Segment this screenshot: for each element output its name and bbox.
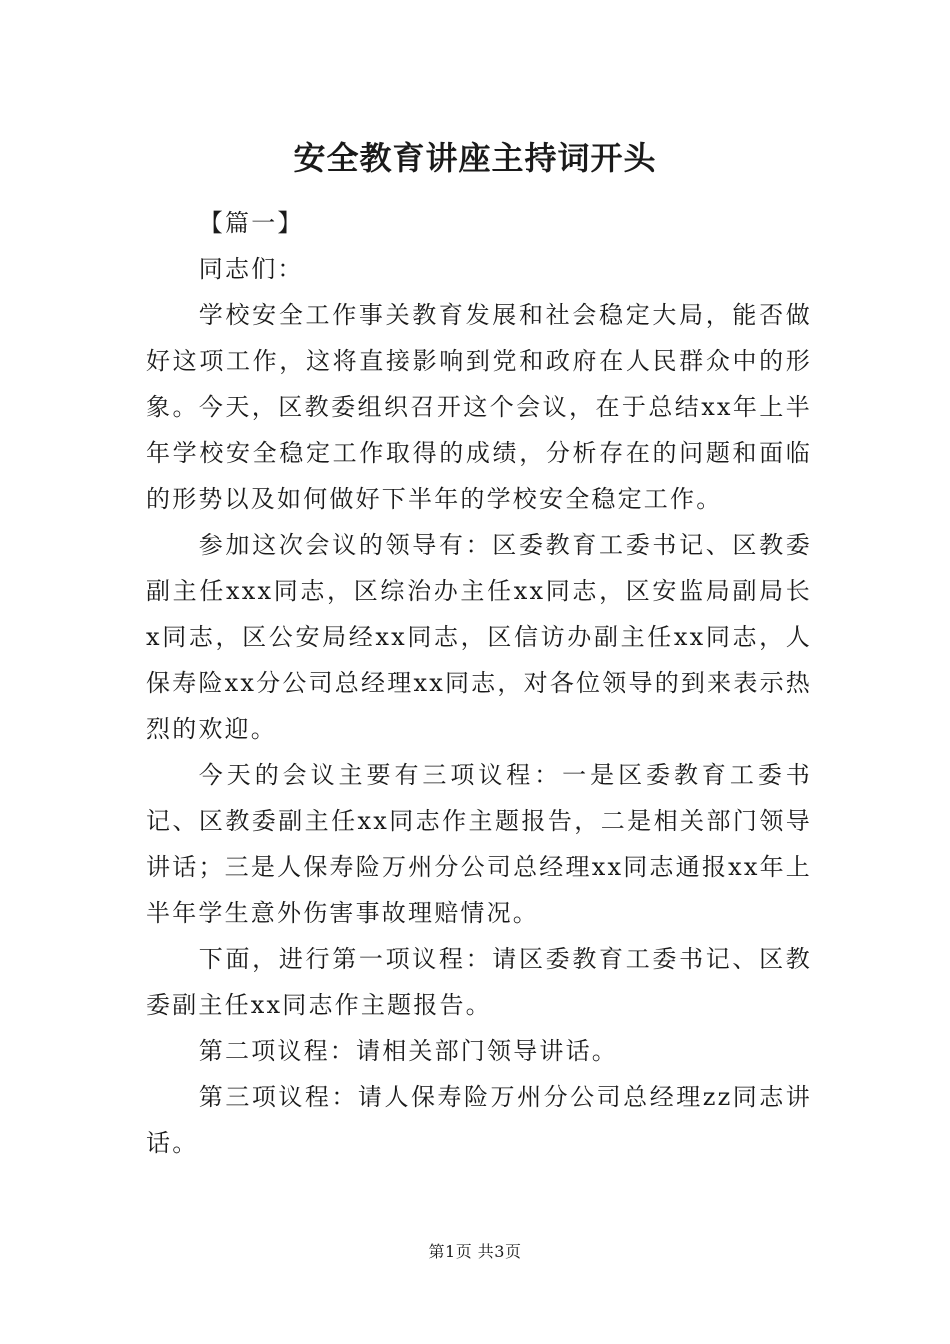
- document-body: [146, 200, 812, 1166]
- salutation: 同志们：: [198, 255, 304, 283]
- paragraph: 下面，进行第一项议程：请区委教育工委书记、区教委副主任xx同志作主题报告。: [146, 945, 812, 1019]
- document-title: 安全教育讲座主持词开头: [293, 139, 657, 177]
- paragraph: 学校安全工作事关教育发展和社会稳定大局，能否做好这项工作，这将直接影响到党和政府在人民群众中的形象。今天，区教委组织召开这个会议，在于总结xx年上半年学校安全稳定工作取得的成绩，分析存在的问题和面临的形势以及如何做好下半年的学校安全稳定工作。: [146, 301, 812, 513]
- page-footer: 第1页 共3页: [428, 1242, 522, 1261]
- paragraph: 第二项议程：请相关部门领导讲话。: [198, 1037, 618, 1065]
- paragraph: 第三项议程：请人保寿险万州分公司总经理zz同志讲话。: [146, 1083, 812, 1157]
- paragraph: 参加这次会议的领导有：区委教育工委书记、区教委副主任xxx同志，区综治办主任xx同志，区安监局副局长x同志，区公安局经xx同志，区信访办副主任xx同志，人保寿险xx分公司总经理xx同志，对各位领导的到来表示热烈的欢迎。: [146, 531, 812, 743]
- paragraph: 今天的会议主要有三项议程：一是区委教育工委书记、区教委副主任xx同志作主题报告，二是相关部门领导讲话；三是人保寿险万州分公司总经理xx同志通报xx年上半年学生意外伤害事故理赔情况。: [146, 761, 812, 927]
- section-heading: 【篇一】: [198, 209, 304, 237]
